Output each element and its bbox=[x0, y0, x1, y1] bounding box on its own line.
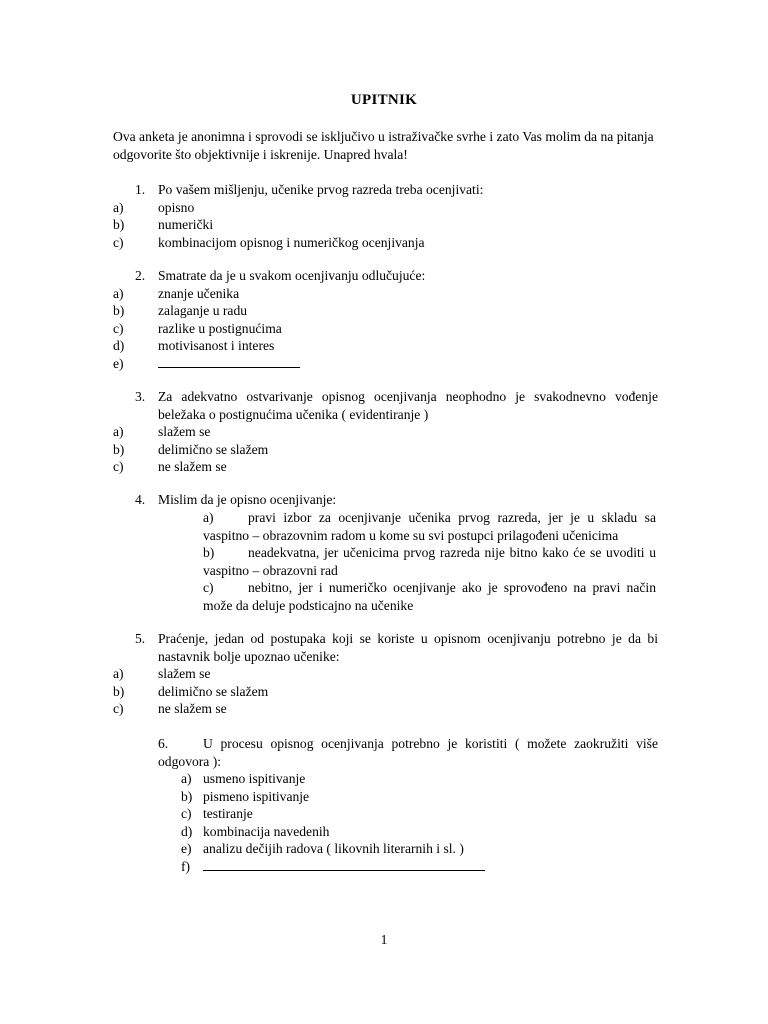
option-letter: c) bbox=[113, 701, 124, 716]
question-text: Mislim da je opisno ocenjivanje: bbox=[158, 492, 337, 507]
option-text: usmeno ispitivanje bbox=[203, 771, 306, 786]
option-text: numerički bbox=[158, 217, 214, 232]
page-number: 1 bbox=[380, 932, 388, 947]
option-c[interactable] bbox=[203, 579, 656, 614]
question-2 bbox=[113, 267, 658, 372]
question-1 bbox=[113, 181, 658, 251]
option-b[interactable] bbox=[203, 544, 656, 579]
question-number: 5. bbox=[135, 631, 146, 646]
option-letter: c) bbox=[203, 580, 214, 595]
option-letter: a) bbox=[113, 666, 124, 681]
option-b[interactable] bbox=[113, 683, 658, 701]
option-text: ne slažem se bbox=[158, 459, 227, 474]
option-text: znanje učenika bbox=[158, 285, 240, 301]
option-text: ne slažem se bbox=[158, 701, 227, 716]
question-text: Po vašem mišljenju, učenike prvog razreda treba ocenjivati: bbox=[158, 182, 484, 197]
blank-answer-line[interactable] bbox=[158, 355, 300, 373]
question-text-body: U procesu opisnog ocenjivanja potrebno je koristiti ( možete zaokružiti više odgovora ): bbox=[158, 736, 658, 769]
option-letter: a) bbox=[113, 199, 124, 215]
option-b[interactable] bbox=[113, 216, 658, 234]
option-d[interactable] bbox=[113, 337, 658, 355]
option-text: zalaganje u radu bbox=[158, 303, 248, 318]
option-b[interactable] bbox=[113, 302, 658, 320]
option-text: slažem se bbox=[158, 666, 211, 681]
option-letter: c) bbox=[113, 234, 124, 250]
question-5 bbox=[113, 630, 658, 718]
page-title: UPITNIK bbox=[350, 92, 418, 108]
option-letter: b) bbox=[113, 683, 125, 699]
question-number: 2. bbox=[135, 268, 146, 283]
option-text: delimično se slažem bbox=[158, 441, 269, 457]
option-letter: b) bbox=[181, 788, 193, 804]
question-text: Smatrate da je u svakom ocenjivanju odlučujuće: bbox=[158, 268, 426, 283]
option-letter: d) bbox=[181, 823, 193, 839]
option-text: neadekvatna, jer učenicima prvog razreda nije bitno kako će se uvoditi u vaspitno – obrazovni rad bbox=[203, 545, 656, 578]
option-letter: b) bbox=[113, 303, 125, 318]
question-4 bbox=[113, 491, 658, 509]
option-letter: e) bbox=[113, 355, 124, 371]
option-text: motivisanost i interes bbox=[158, 338, 275, 353]
question-number: 6. bbox=[158, 736, 169, 751]
option-text: nebitno, jer i numeričko ocenjivanje ako je sprovođeno na pravi način može da deluje podsticajno na učenike bbox=[203, 580, 656, 613]
option-text: testiranje bbox=[203, 806, 253, 821]
option-letter: a) bbox=[181, 771, 192, 786]
option-e[interactable] bbox=[158, 840, 658, 858]
question-4-options bbox=[203, 509, 656, 614]
option-text: kombinacijom opisnog i numeričkog ocenjivanja bbox=[158, 234, 425, 250]
option-a[interactable] bbox=[113, 423, 658, 441]
option-text: razlike u postignućima bbox=[158, 320, 282, 336]
option-text: slažem se bbox=[158, 424, 211, 439]
option-text: analizu dečijih radova ( likovnih literarnih i sl. ) bbox=[203, 841, 464, 856]
option-letter: b) bbox=[113, 441, 125, 457]
question-number: 1. bbox=[135, 182, 146, 197]
option-c[interactable] bbox=[113, 234, 658, 252]
option-letter: b) bbox=[113, 217, 125, 232]
intro-paragraph: Ova anketa je anonimna i sprovodi se isključivo u istraživačke svrhe i zato Vas molim da na pitanja odgovorite što objektivnije i iskrenije. Unapred hvala! bbox=[113, 129, 654, 162]
option-letter: a) bbox=[113, 285, 124, 301]
option-c[interactable] bbox=[113, 700, 658, 718]
option-a[interactable] bbox=[113, 665, 658, 683]
option-f[interactable] bbox=[158, 858, 658, 876]
option-a[interactable] bbox=[158, 770, 658, 788]
option-c[interactable] bbox=[113, 320, 658, 338]
option-letter: b) bbox=[203, 545, 215, 560]
question-text: Praćenje, jedan od postupaka koji se koriste u opisnom ocenjivanju potrebno je da bi nastavnik bolje upoznao učenike: bbox=[158, 631, 658, 664]
option-text: kombinacija navedenih bbox=[203, 823, 330, 839]
option-text: opisno bbox=[158, 199, 195, 215]
option-letter: c) bbox=[181, 806, 192, 821]
option-a[interactable] bbox=[113, 199, 658, 217]
option-b[interactable] bbox=[113, 441, 658, 459]
option-text: pravi izbor za ocenjivanje učenika prvog razreda, jer je u skladu sa vaspitno – obrazovnim radom u kome su svi postupci prilagođeni učenicima bbox=[203, 510, 656, 543]
question-6 bbox=[158, 735, 658, 875]
option-c[interactable] bbox=[113, 458, 658, 476]
option-d[interactable] bbox=[158, 823, 658, 841]
option-letter: c) bbox=[113, 320, 124, 336]
question-text: Za adekvatno ostvarivanje opisnog ocenjivanja neophodno je svakodnevno vođenje beležaka o postignućima učenika ( evidentiranje ) bbox=[158, 389, 658, 422]
question-3 bbox=[113, 388, 658, 476]
option-text: pismeno ispitivanje bbox=[203, 788, 310, 804]
option-letter: f) bbox=[181, 858, 191, 874]
option-b[interactable] bbox=[158, 788, 658, 806]
option-letter: e) bbox=[181, 841, 192, 856]
option-letter: d) bbox=[113, 338, 125, 353]
option-a[interactable] bbox=[113, 285, 658, 303]
option-e[interactable] bbox=[113, 355, 658, 373]
blank-answer-line[interactable] bbox=[203, 858, 485, 876]
option-a[interactable] bbox=[203, 509, 656, 544]
option-c[interactable] bbox=[158, 805, 658, 823]
option-letter: c) bbox=[113, 459, 124, 474]
question-number: 4. bbox=[135, 492, 146, 507]
question-number: 3. bbox=[135, 389, 146, 404]
question-text bbox=[158, 735, 658, 770]
option-letter: a) bbox=[203, 510, 214, 525]
option-text: delimično se slažem bbox=[158, 683, 269, 699]
option-letter: a) bbox=[113, 424, 124, 439]
